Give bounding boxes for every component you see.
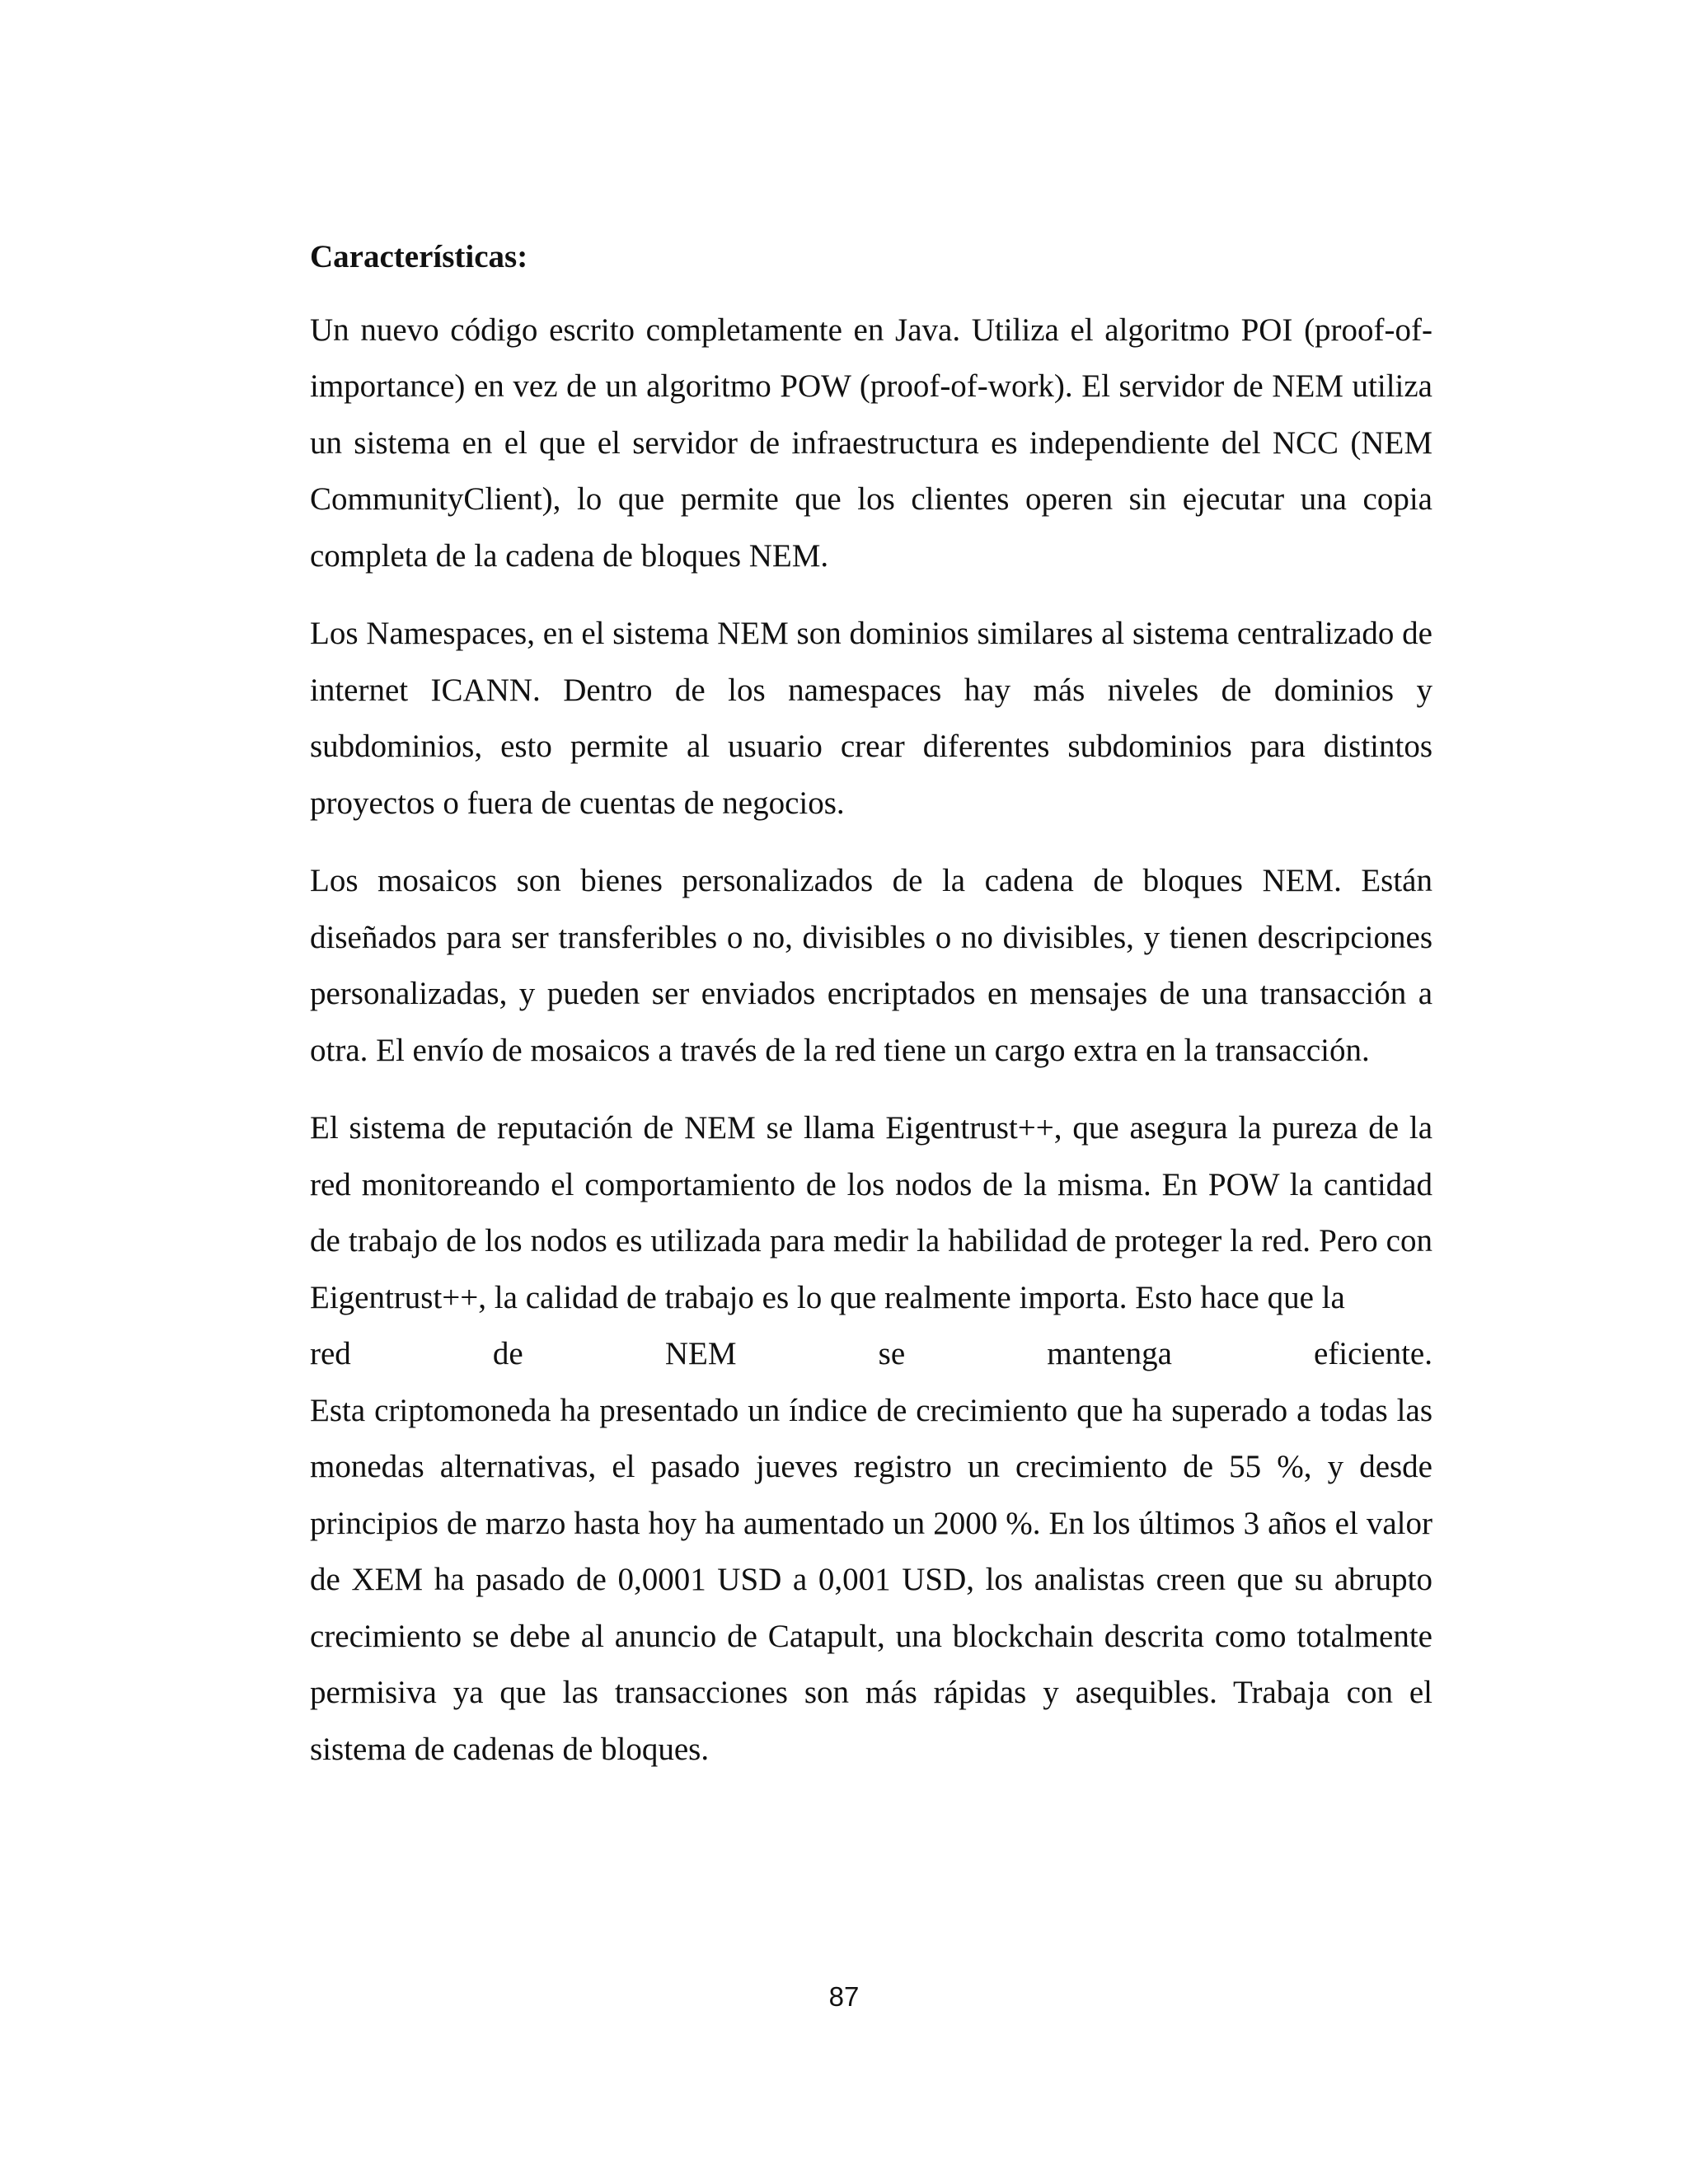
paragraph-eigentrust-last-line: red de NEM se mantenga eficiente. [310,1336,1432,1371]
page-number: 87 [828,1981,860,2012]
section-heading: Características: [310,239,528,274]
document-body [310,229,1432,1799]
paragraph-namespaces: Los Namespaces, en el sistema NEM son dominios similares al sistema centralizado de internet ICANN. Dentro de los namespaces hay más niveles de dominios y subdominios, esto permite al usuario crear diferentes subdominios para distintos proyectos o fuera de cuentas de negocios. [310,616,1432,821]
paragraph-java-poi: Un nuevo código escrito completamente en Java. Utiliza el algoritmo POI (proof-of-importance) en vez de un algoritmo POW (proof-of-work). El servidor de NEM utiliza un sistema en el que el servidor de infraestructura es independiente del NCC (NEM CommunityClient), lo que permite que los clientes operen sin ejecutar una copia completa de la cadena de bloques NEM. [310,312,1432,574]
paragraph-mosaicos: Los mosaicos son bienes personalizados de la cadena de bloques NEM. Están diseñados para ser transferibles o no, divisibles o no divisibles, y tienen descripciones personalizadas, y pueden ser enviados encriptados en mensajes de una transacción a otra. El envío de mosaicos a través de la red tiene un cargo extra en la transacción. [310,863,1432,1068]
paragraph-criptomoneda: Esta criptomoneda ha presentado un índice de crecimiento que ha superado a todas las monedas alternativas, el pasado jueves registro un crecimiento de 55 %, y desde principios de marzo hasta hoy ha aumentado un 2000 %. En los últimos 3 años el valor de XEM ha pasado de 0,0001 USD a 0,001 USD, los analistas creen que su abrupto crecimiento se debe al anuncio de Catapult, una blockchain descrita como totalmente permisiva ya que las transacciones son más rápidas y asequibles. Trabaja con el sistema de cadenas de bloques. [310,1392,1432,1767]
paragraph-eigentrust: El sistema de reputación de NEM se llama Eigentrust++, que asegura la pureza de la red monitoreando el comportamiento de los nodos de la misma. En POW la cantidad de trabajo de los nodos es utilizada para medir la habilidad de proteger la red. Pero con Eigentrust++, la calidad de trabajo es lo que realmente importa. Esto hace que la [310,1110,1432,1315]
